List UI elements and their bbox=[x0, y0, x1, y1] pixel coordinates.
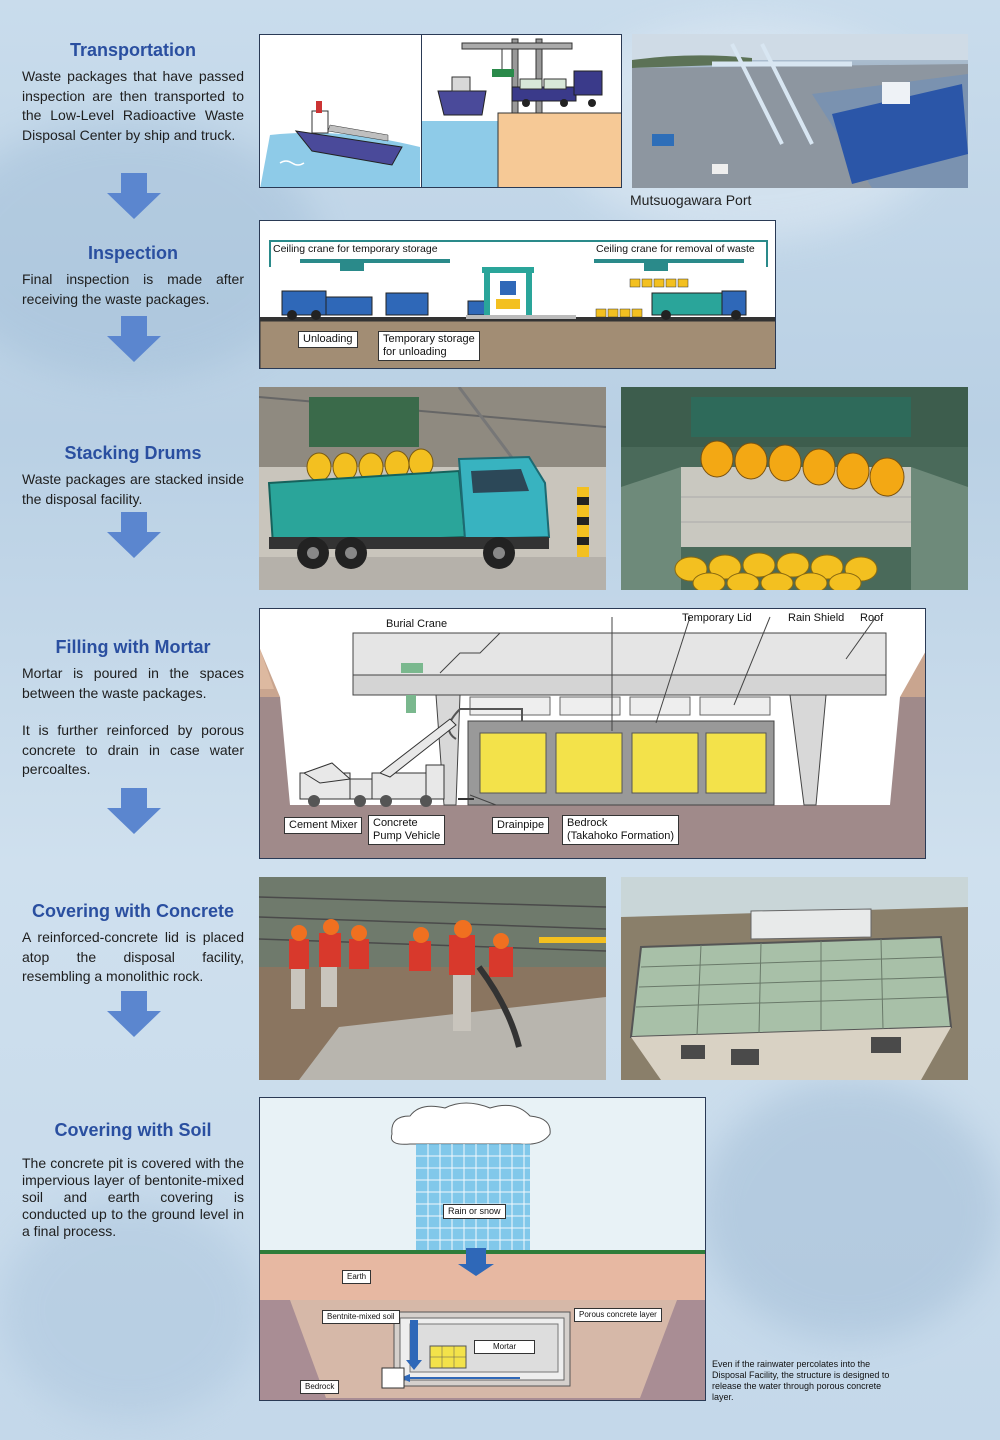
label-pump-vehicle-line1: Concrete bbox=[373, 817, 418, 829]
mortar-body-2: It is further reinforced by porous concrete to drain in case water percoaltes. bbox=[22, 722, 244, 777]
down-arrow-icon bbox=[107, 512, 161, 558]
mortar-body-1: Mortar is poured in the spaces between the waste packages. bbox=[22, 665, 244, 701]
transportation-body: Waste packages that have passed inspection are then transported to the Low-Level Radioactive Waste Disposal Center by ship and truck. bbox=[22, 68, 244, 143]
inspection-title: Inspection bbox=[87, 243, 178, 263]
label-drainpipe: Drainpipe bbox=[492, 817, 549, 834]
label-temporary-storage bbox=[378, 331, 480, 361]
concrete-title: Covering with Concrete bbox=[31, 901, 235, 921]
mortar-diagram bbox=[259, 608, 926, 859]
stacking-body: Waste packages are stacked inside the disposal facility. bbox=[22, 471, 244, 507]
down-arrow-icon bbox=[107, 788, 161, 834]
down-arrow-icon bbox=[107, 173, 161, 219]
label-earth: Earth bbox=[342, 1270, 371, 1284]
inspection-body: Final inspection is made after receiving the waste packages. bbox=[22, 271, 244, 307]
inspection-diagram bbox=[259, 220, 776, 369]
port-crane-illustration bbox=[421, 34, 622, 188]
label-unloading: Unloading bbox=[298, 331, 358, 348]
truck-photo bbox=[259, 387, 606, 590]
label-bedrock-line2: (Takahoko Formation) bbox=[567, 830, 674, 842]
down-arrow-icon bbox=[107, 316, 161, 362]
down-arrow-icon bbox=[107, 991, 161, 1037]
concrete-section bbox=[22, 901, 244, 1005]
soil-covering-diagram bbox=[259, 1097, 706, 1401]
label-ceiling-crane-removal: Ceiling crane for removal of waste bbox=[596, 243, 755, 255]
transportation-title: Transportation bbox=[69, 40, 196, 60]
label-mortar: Mortar bbox=[474, 1340, 535, 1354]
soil-section bbox=[22, 1120, 244, 1258]
ship-illustration bbox=[259, 34, 422, 188]
label-bedrock-line1: Bedrock bbox=[567, 817, 608, 829]
label-temporary-storage-line2: for unloading bbox=[383, 346, 447, 358]
stacking-title: Stacking Drums bbox=[64, 443, 202, 463]
workers-pouring-concrete-photo bbox=[259, 877, 606, 1080]
mortar-title: Filling with Mortar bbox=[55, 637, 211, 657]
label-bentonite-soil: Bentnite-mixed soil bbox=[322, 1310, 400, 1324]
drainage-note: Even if the rainwater percolates into the Disposal Facility, the structure is designed to release the water through porous concrete layer. bbox=[712, 1359, 890, 1402]
port-photo bbox=[632, 34, 968, 188]
label-rain-or-snow: Rain or snow bbox=[443, 1204, 506, 1219]
label-rain-shield: Rain Shield bbox=[788, 612, 845, 624]
label-temporary-lid: Temporary Lid bbox=[682, 612, 752, 624]
label-bedrock: Bedrock bbox=[300, 1380, 339, 1394]
label-burial-crane: Burial Crane bbox=[386, 618, 448, 630]
label-porous-concrete-layer: Porous concrete layer bbox=[574, 1308, 662, 1322]
label-cement-mixer: Cement Mixer bbox=[284, 817, 362, 834]
concrete-body: A reinforced-concrete lid is placed atop the disposal facility, resembling a monolithic rock. bbox=[22, 929, 244, 984]
port-photo-caption: Mutsuogawara Port bbox=[630, 192, 752, 208]
soil-title: Covering with Soil bbox=[54, 1120, 212, 1140]
label-bedrock bbox=[562, 815, 679, 845]
label-pump-vehicle bbox=[368, 815, 445, 845]
mortar-section bbox=[22, 637, 244, 798]
background-blob bbox=[700, 1080, 1000, 1340]
transportation-section bbox=[22, 40, 244, 163]
label-pump-vehicle-line2: Pump Vehicle bbox=[373, 830, 441, 842]
soil-body: The concrete pit is covered with the impervious layer of bentonite-mixed soil and earth covering is conducted up to the ground level in a final process. bbox=[22, 1155, 244, 1239]
label-temporary-storage-line1: Temporary storage bbox=[383, 333, 475, 345]
drum-stacking-photo bbox=[621, 387, 968, 590]
label-roof: Roof bbox=[860, 612, 884, 624]
inspection-section bbox=[22, 243, 244, 327]
label-ceiling-crane-temporary: Ceiling crane for temporary storage bbox=[273, 243, 438, 255]
facility-aerial-photo bbox=[621, 877, 968, 1080]
